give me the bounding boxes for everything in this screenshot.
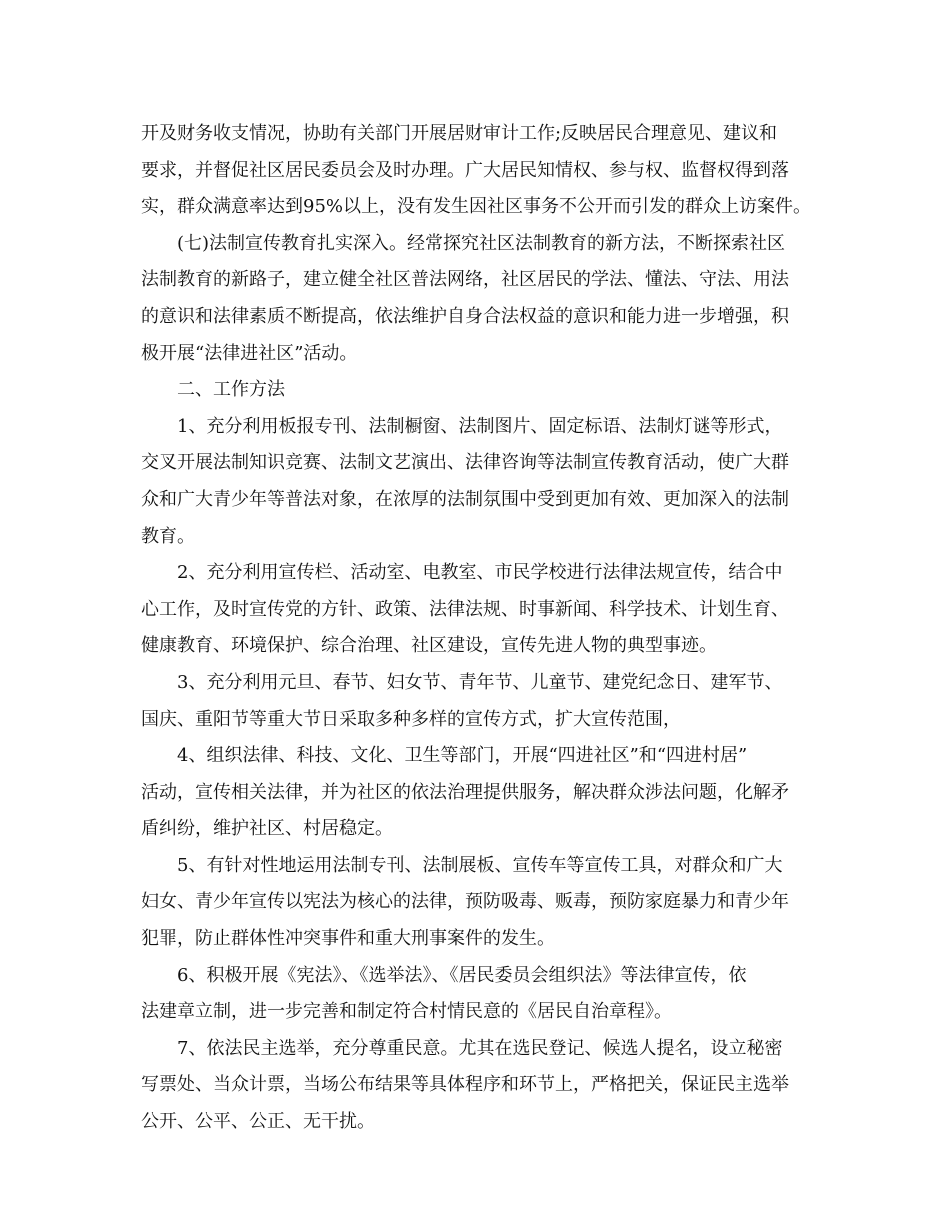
text-line: 实，群众满意率达到95%以上，没有发生因社区事务不公开而引发的群众上访案件。 — [141, 196, 812, 218]
text-line: 犯罪，防止群体性冲突事件和重大刑事案件的发生。 — [141, 928, 555, 950]
text-line: 交叉开展法制知识竞赛、法制文艺演出、法律咨询等法制宣传教育活动，使广大群 — [141, 452, 789, 474]
text-line: 2、充分利用宣传栏、活动室、电教室、市民学校进行法律法规宣传，结合中 — [177, 562, 783, 584]
text-line: 5、有针对性地运用法制专刊、法制展板、宣传车等宣传工具，对群众和广大 — [177, 854, 783, 876]
text-line: 开及财务收支情况，协助有关部门开展居财审计工作;反映居民合理意见、建议和 — [141, 123, 778, 144]
text-line: 众和广大青少年等普法对象，在浓厚的法制氛围中受到更加有效、更加深入的法制 — [141, 488, 789, 510]
text-line: 盾纠纷，维护社区、村居稳定。 — [141, 818, 393, 840]
text-line: 写票处、当众计票，当场公布结果等具体程序和环节上，严格把关，保证民主选举 — [141, 1074, 789, 1096]
paragraph — [141, 738, 830, 848]
text-line: 要求，并督促社区居民委员会及时办理。广大居民知情权、参与权、监督权得到落 — [141, 159, 789, 181]
text-line: 公开、公平、公正、无干扰。 — [141, 1111, 375, 1133]
text-line: 活动，宣传相关法律，并为社区的依法治理提供服务，解决群众涉法问题，化解矛 — [141, 781, 789, 803]
paragraph — [141, 226, 830, 372]
text-line: (七)法制宣传教育扎实深入。经常探究社区法制教育的新方法，不断探索社区 — [177, 232, 786, 254]
text-line: 的意识和法律素质不断提高，依法维护自身合法权益的意识和能力进一步增强，积 — [141, 305, 789, 327]
text-line: 国庆、重阳节等重大节日采取多种多样的宣传方式，扩大宣传范围， — [141, 708, 681, 730]
paragraph — [141, 409, 830, 555]
text-line: 极开展“法律进社区”活动。 — [141, 342, 358, 364]
paragraph — [141, 665, 830, 738]
paragraph — [141, 372, 830, 409]
paragraph — [141, 116, 830, 226]
text-line: 教育。 — [141, 525, 195, 547]
text-line: 心工作，及时宣传党的方针、政策、法律法规、时事新闻、科学技术、计划生育、 — [141, 598, 789, 620]
text-line: 6、积极开展《宪法》、《选举法》、《居民委员会组织法》等法律宣传，依 — [177, 964, 747, 986]
document-body — [141, 116, 830, 1141]
text-line: 7、依法民主选举，充分尊重民意。尤其在选民登记、候选人提名，设立秘密 — [177, 1037, 783, 1059]
paragraph — [141, 958, 830, 1031]
text-line: 健康教育、环境保护、综合治理、社区建设，宣传先进人物的典型事迹。 — [141, 635, 717, 657]
text-line: 1、充分利用板报专刊、法制橱窗、法制图片、固定标语、法制灯谜等形式， — [177, 415, 783, 437]
paragraph — [141, 1031, 830, 1141]
text-line: 4、组织法律、科技、文化、卫生等部门，开展“四进社区”和“四进村居” — [177, 745, 748, 767]
paragraph — [141, 555, 830, 665]
text-line: 法制教育的新路子，建立健全社区普法网络，社区居民的学法、懂法、守法、用法 — [141, 269, 789, 291]
text-line: 妇女、青少年宣传以宪法为核心的法律，预防吸毒、贩毒，预防家庭暴力和青少年 — [141, 891, 789, 913]
text-line: 二、工作方法 — [177, 379, 285, 401]
paragraph — [141, 848, 830, 958]
text-line: 3、充分利用元旦、春节、妇女节、青年节、儿童节、建党纪念日、建军节、 — [177, 671, 783, 693]
text-line: 法建章立制，进一步完善和制定符合村情民意的《居民自治章程》。 — [141, 1001, 672, 1023]
